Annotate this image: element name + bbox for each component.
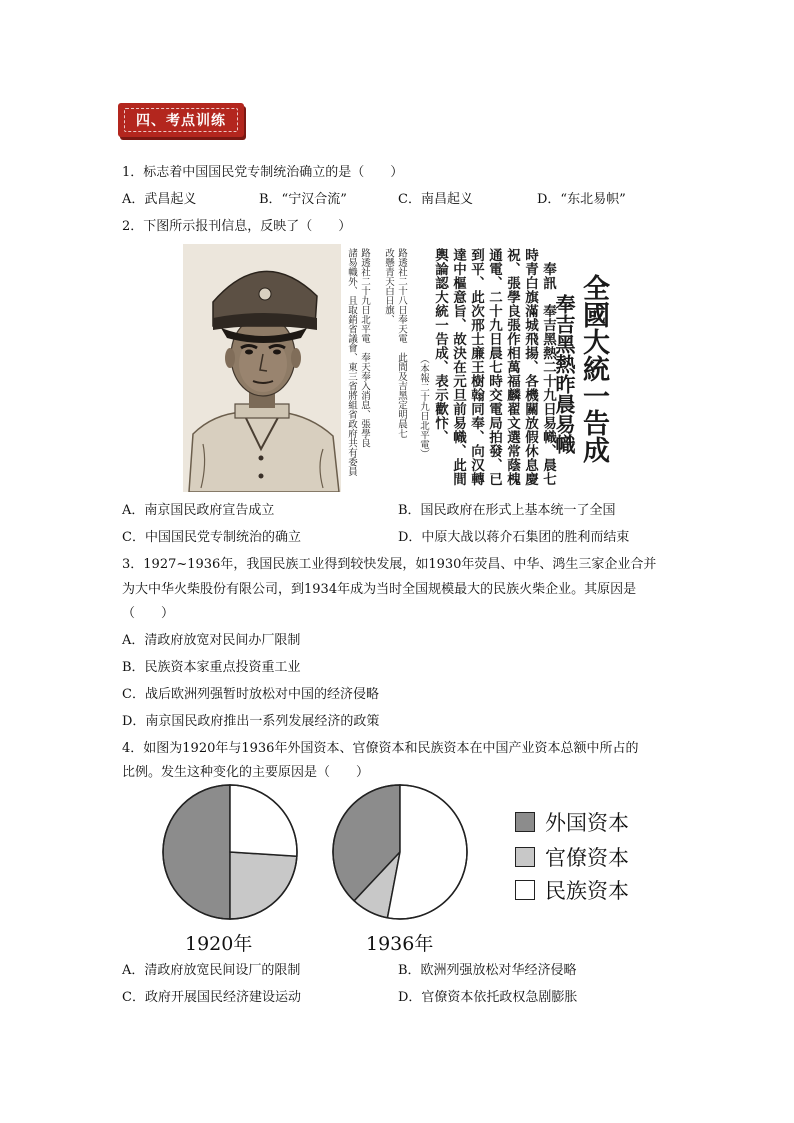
newspaper-side-col-1: 諸易幟外、且取銷省議會、東三省將組省政府共有委員: [346, 248, 357, 476]
newspaper-body-col-2: 時青白旗滿城飛揚、各機關放假休息慶: [522, 248, 538, 486]
pie-1936年-slice-2: [387, 785, 467, 919]
newspaper-subhead: 奉吉黑熱昨晨易幟: [552, 294, 576, 454]
q1-option-d[interactable]: D．“东北易帜”: [537, 192, 626, 207]
pie-year-label-1936: 1936年: [366, 933, 434, 955]
q4-stem-line-2: 比例。发生这种变化的主要原因是（ ）: [122, 765, 370, 780]
q1-stem: 1．标志着中国国民党专制统治确立的是（ ）: [122, 165, 404, 180]
pie-year-label-1920: 1920年: [185, 933, 253, 955]
legend-label-foreign: 外国资本: [545, 811, 629, 835]
newspaper-side-col-3: 改懸青天白日旗、: [383, 248, 394, 324]
q4-option-b[interactable]: B．欧洲列强放松对华经济侵略: [398, 963, 577, 978]
newspaper-dateline: （本報二十九日北平電）: [418, 354, 429, 459]
q3-option-a[interactable]: A．清政府放宽对民间办厂限制: [122, 633, 301, 648]
legend-swatch-foreign: [515, 812, 535, 832]
q3-option-b[interactable]: B．民族资本家重点投资重工业: [122, 660, 301, 675]
pie-1920年-slice-0: [163, 785, 230, 919]
section-badge: [118, 103, 244, 137]
officer-portrait-drawing: [183, 244, 341, 492]
q2-option-a[interactable]: A．南京国民政府宣告成立: [122, 503, 275, 518]
section-badge-frame: [124, 108, 238, 132]
q1-option-b[interactable]: B．“宁汉合流”: [259, 192, 347, 207]
q4-option-c[interactable]: C．政府开展国民经济建设运动: [122, 990, 301, 1005]
newspaper-body-col-6: 達中樞意旨、故決在元旦前易幟、此間: [450, 248, 466, 486]
q3-stem-line-2: 为大中华火柴股份有限公司，到1934年成为当时全国规模最大的民族火柴企业。其原因是: [122, 582, 637, 597]
legend-label-national: 民族资本: [545, 879, 629, 903]
section-badge-label: 四、考点训练: [136, 113, 226, 129]
legend-swatch-national: [515, 880, 535, 900]
q3-option-c[interactable]: C．战后欧洲列强暂时放松对中国的经济侵略: [122, 687, 379, 702]
q4-option-a[interactable]: A．清政府放宽民间设厂的限制: [122, 963, 301, 978]
q2-stem: 2．下图所示报刊信息，反映了（ ）: [122, 219, 352, 234]
pie-1920年-slice-2: [230, 785, 297, 856]
newspaper-image: [183, 244, 613, 492]
newspaper-body-col-7: 輿論認大統一告成、表示歡忭、: [432, 248, 448, 444]
q2-option-c[interactable]: C．中国国民党专制统治的确立: [122, 530, 301, 545]
newspaper-body-col-3: 祝、張學良張作相萬福麟翟文選常蔭槐: [504, 248, 520, 486]
q2-option-b[interactable]: B．国民政府在形式上基本统一了全国: [398, 503, 616, 518]
q1-option-c[interactable]: C．南昌起义: [398, 192, 473, 207]
q2-option-d[interactable]: D．中原大战以蒋介石集团的胜利而结束: [398, 530, 630, 545]
legend-swatch-bureaucratic: [515, 847, 535, 867]
newspaper-side-col-4: 路透社二十八日奉天電 此間及吉黑定明晨七: [396, 248, 407, 438]
q4-stem-line-1: 4．如图为1920年与1936年外国资本、官僚资本和民族资本在中国产业资本总额中所占的: [122, 741, 639, 756]
q1-option-a[interactable]: A．武昌起义: [122, 192, 197, 207]
newspaper-body-col-5: 到平、此次邢士廉王樹翰同奉、向汉轉: [468, 248, 484, 486]
q3-option-d[interactable]: D．南京国民政府推出一系列发展经济的政策: [122, 714, 380, 729]
pie-1920年-slice-1: [230, 852, 297, 919]
officer-portrait: [183, 244, 341, 492]
newspaper-body-col-1: 奉訊 奉吉黑熱二十九日易幟、晨七: [540, 262, 556, 486]
q3-stem-line-1: 3．1927~1936年，我国民族工业得到较快发展，如1930年荧昌、中华、鸿生三家企业合并: [122, 557, 657, 572]
q4-option-d[interactable]: D．官僚资本依托政权急剧膨胀: [398, 990, 578, 1005]
newspaper-side-col-2: 路透社二十九日北平電 奉天奉入消息、張學良: [359, 248, 370, 448]
legend-label-bureaucratic: 官僚资本: [545, 846, 629, 870]
newspaper-body-col-4: 通電、二十九日晨七時交電局拍發、已: [486, 248, 502, 486]
newspaper-headline: 全國大統一告成: [578, 274, 609, 463]
q3-stem-line-3: （ ）: [122, 606, 175, 621]
